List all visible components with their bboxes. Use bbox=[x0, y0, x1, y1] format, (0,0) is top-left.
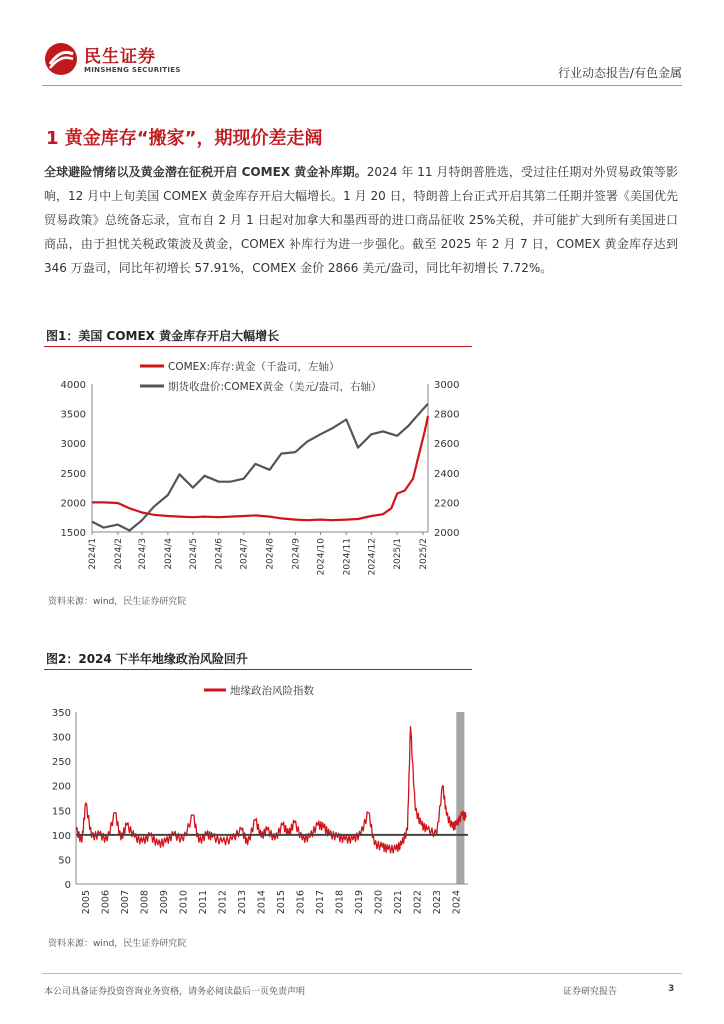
figure2-chart bbox=[40, 672, 472, 930]
x-tick-label: 2025/2 bbox=[418, 538, 429, 570]
logo-chinese-name: 民生证券 bbox=[84, 47, 156, 67]
footer-report-type: 证券研究报告 bbox=[563, 987, 618, 997]
header-divider bbox=[42, 85, 682, 86]
y-tick-label: 0 bbox=[64, 880, 71, 891]
x-tick-label: 2024/10 bbox=[316, 538, 327, 576]
x-tick-label: 2024/4 bbox=[163, 538, 174, 570]
x-tick-label: 2024/3 bbox=[138, 538, 149, 570]
x-tick-label: 2023 bbox=[431, 890, 443, 915]
y-tick-label: 150 bbox=[51, 806, 71, 818]
x-tick-label: 2009 bbox=[158, 890, 170, 915]
footer-divider bbox=[42, 973, 682, 974]
y-tick-label: 350 bbox=[51, 708, 71, 719]
x-tick-label: 2024/1 bbox=[88, 538, 98, 570]
left-y-tick-label: 3000 bbox=[60, 439, 86, 451]
right-y-tick-label: 3000 bbox=[434, 380, 460, 391]
x-tick-label: 2024/7 bbox=[239, 538, 250, 570]
figure2-title-rule bbox=[44, 669, 472, 670]
paragraph-lead: 全球避险情绪以及黄金潜在征税开启 COMEX 黄金补库期。 bbox=[44, 165, 367, 179]
x-tick-label: 2025/1 bbox=[393, 538, 404, 570]
paragraph-body: 2024 年 11 月特朗普胜选，受过往任期对外贸易政策等影响，12 月中上旬美国 COMEX 黄金库存开启大幅增长。1 月 20 日，特朗普上台正式开启其第二任期并签署《美国优先贸易政策》总统备忘录，宣布自 2 月 1 日起对加拿大和墨西哥的进口商品征收 25%关税，并可能扩大到所有美国进口商品，由于担忧关税政策波及黄金，COMEX 补库行为进一步强化。截至 2025 年 2 月 7 日，COMEX 黄金库存达到 346 万盎司，同比年初增长 57.91%，COMEX 金价 2866 美元/盎司，同比年初增长 7.72%。 bbox=[44, 165, 678, 275]
right-y-tick-label: 2000 bbox=[434, 528, 460, 539]
x-tick-label: 2017 bbox=[314, 890, 326, 915]
x-tick-label: 2015 bbox=[275, 890, 287, 915]
x-tick-label: 2024/2 bbox=[113, 538, 124, 570]
y-tick-label: 200 bbox=[51, 781, 71, 793]
figure1-source: 资料来源：wind，民生证券研究院 bbox=[48, 597, 187, 607]
figure1-title: 图1：美国 COMEX 黄金库存开启大幅增长 bbox=[46, 329, 280, 343]
minsheng-logo-icon bbox=[44, 42, 78, 76]
x-tick-label: 2007 bbox=[119, 890, 131, 915]
x-tick-label: 2013 bbox=[236, 890, 248, 915]
x-tick-label: 2006 bbox=[100, 890, 112, 915]
left-y-tick-label: 1500 bbox=[60, 528, 86, 539]
x-tick-label: 2024/6 bbox=[214, 538, 225, 570]
legend-label: 期货收盘价:COMEX黄金（美元/盎司，右轴） bbox=[168, 381, 382, 393]
x-tick-label: 2024/12 bbox=[367, 538, 378, 576]
right-y-tick-label: 2200 bbox=[434, 498, 460, 510]
section-title: 1 黄金库存“搬家”，期现价差走阔 bbox=[46, 128, 323, 149]
x-tick-label: 2024 bbox=[451, 890, 463, 915]
legend-label: 地缘政治风险指数 bbox=[230, 685, 314, 697]
right-y-tick-label: 2600 bbox=[434, 439, 460, 451]
figure1-chart bbox=[40, 350, 472, 590]
legend-label: COMEX:库存:黄金（千盎司，左轴） bbox=[168, 361, 340, 373]
y-tick-label: 250 bbox=[51, 757, 71, 769]
figure1-title-rule bbox=[44, 346, 472, 347]
x-tick-label: 2020 bbox=[373, 890, 385, 915]
left-y-tick-label: 3500 bbox=[60, 409, 86, 421]
x-tick-label: 2024/5 bbox=[188, 538, 199, 570]
x-tick-label: 2021 bbox=[392, 890, 404, 915]
x-tick-label: 2016 bbox=[295, 890, 307, 915]
x-tick-label: 2024/11 bbox=[342, 538, 353, 576]
x-tick-label: 2012 bbox=[217, 890, 229, 915]
highlight-band bbox=[456, 712, 464, 884]
left-y-tick-label: 2000 bbox=[60, 498, 86, 510]
right-y-tick-label: 2800 bbox=[434, 409, 460, 421]
figure2-title: 图2：2024 下半年地缘政治风险回升 bbox=[46, 652, 248, 666]
x-tick-label: 2008 bbox=[139, 890, 151, 915]
x-tick-label: 2024/9 bbox=[291, 538, 302, 570]
page-number: 3 bbox=[668, 984, 675, 994]
y-tick-label: 50 bbox=[58, 855, 71, 867]
x-tick-label: 2022 bbox=[412, 890, 424, 915]
section-paragraph bbox=[44, 160, 678, 280]
figure2-source: 资料来源：wind，民生证券研究院 bbox=[48, 939, 187, 949]
x-tick-label: 2011 bbox=[197, 890, 209, 915]
x-tick-label: 2018 bbox=[334, 890, 346, 915]
logo-english-name: MINSHENG SECURITIES bbox=[84, 66, 181, 74]
report-category: 行业动态报告/有色金属 bbox=[557, 66, 682, 80]
y-tick-label: 100 bbox=[51, 830, 71, 842]
x-tick-label: 2024/8 bbox=[265, 538, 276, 570]
right-y-tick-label: 2400 bbox=[434, 468, 460, 480]
left-y-tick-label: 2500 bbox=[60, 468, 86, 480]
footer-disclaimer: 本公司具备证券投资咨询业务资格，请务必阅读最后一页免责声明 bbox=[44, 987, 306, 997]
x-tick-label: 2005 bbox=[80, 890, 92, 915]
x-tick-label: 2014 bbox=[256, 890, 268, 915]
x-tick-label: 2019 bbox=[353, 890, 365, 915]
x-tick-label: 2010 bbox=[178, 890, 190, 915]
y-tick-label: 300 bbox=[51, 732, 71, 744]
left-y-tick-label: 4000 bbox=[60, 380, 86, 391]
